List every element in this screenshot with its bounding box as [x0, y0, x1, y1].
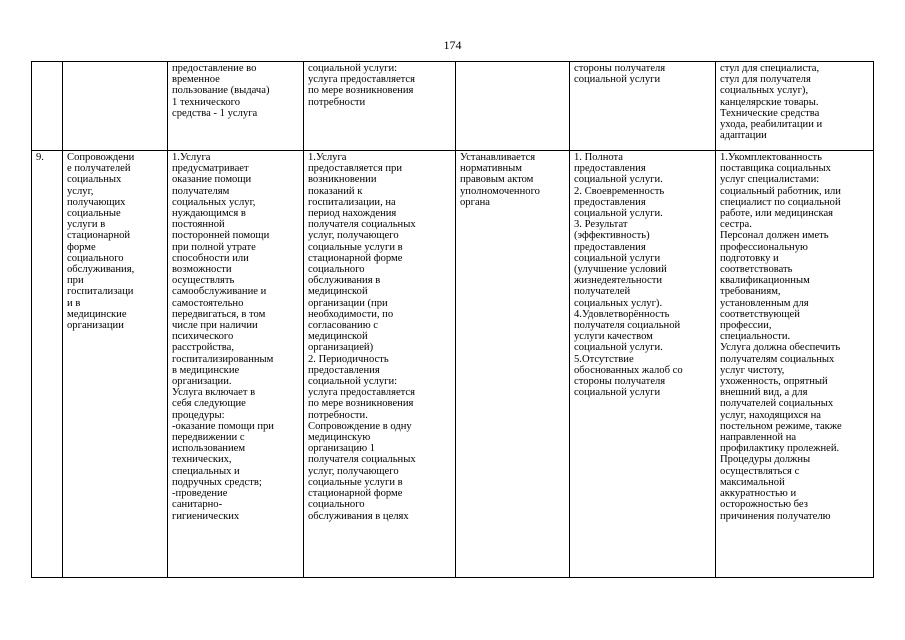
page-number: 174: [443, 38, 462, 52]
row-number-cell: [32, 62, 63, 151]
service-description-cell: предоставление во временное пользование (выдача) 1 технического средства - 1 услуга: [168, 62, 304, 151]
service-name-cell: Сопровождени е получателей социальных услуг, получающих социальные услуги в стационарной форме социального обслуживания, при госпитализаци и в медицинские организации: [63, 151, 168, 578]
table-row: [32, 151, 874, 578]
service-description-cell: 1.Услуга предусматривает оказание помощи получателям социальных услуг, нуждающимся в постоянной посторонней помощи при полной утрате способности или возможности осуществлять самообслуживание и самостоятельно передвигаться, в том числе при наличии психического расстройства, госпитализированным в медицинские организации. Услуга включает в себя следующие процедуры: -оказание помощи при передвижении с использованием технических, специальных и подручных средств; -проведение санитарно- гигиенических: [168, 151, 304, 578]
quality-indicators-cell: 1. Полнота предоставления социальной услуги. 2. Своевременность предоставления социальной услуги. 3. Результат (эффективность) предоставления социальной услуги (улучшение условий жизнедеятельности получателей социальных услуг). 4.Удовлетворённость получателя социальной услуги качеством социальной услуги. 5.Отсутствие обоснованных жалоб со стороны получателя социальной услуги: [570, 151, 716, 578]
service-timing-cell: социальной услуги: услуга предоставляется по мере возникновения потребности: [304, 62, 456, 151]
services-table: [31, 61, 874, 578]
quality-indicators-cell: стороны получателя социальной услуги: [570, 62, 716, 151]
table-row: [32, 62, 874, 151]
service-conditions-cell: 1.Укомплектованность поставщика социальных услуг специалистами: социальный работник, или специалист по социальной работе, или медицинская сестра. Персонал должен иметь профессиональную подготовку и соответствовать квалификационным требованиям, установленным для соответствующей профессии, специальности. Услуга должна обеспечить получателям социальных услуг чистоту, ухоженность, опрятный внешний вид, а для получателей социальных услуг, находящихся на постельном режиме, также направленной на профилактику пролежней. Процедуры должны осуществляться с максимальной аккуратностью и осторожностью без причинения получателю: [716, 151, 874, 578]
service-norm-cell: [456, 62, 570, 151]
service-timing-cell: 1.Услуга предоставляется при возникновении показаний к госпитализации, на период нахождения получателя социальных услуг, получающего социальные услуги в стационарной форме социального обслуживания в медицинской организации (при необходимости, по согласованию с медицинской организацией) 2. Периодичность предоставления социальной услуги: услуга предоставляется по мере возникновения потребности. Сопровождение в одну медицинскую организацию 1 получателя социальных услуг, получающего социальные услуги в стационарной форме социального обслуживания в целях: [304, 151, 456, 578]
row-number-cell: 9.: [32, 151, 63, 578]
service-norm-cell: Устанавливается нормативным правовым актом уполномоченного органа: [456, 151, 570, 578]
service-conditions-cell: стул для специалиста, стул для получателя социальных услуг), канцелярские товары. Технические средства ухода, реабилитации и адаптации: [716, 62, 874, 151]
service-name-cell: [63, 62, 168, 151]
